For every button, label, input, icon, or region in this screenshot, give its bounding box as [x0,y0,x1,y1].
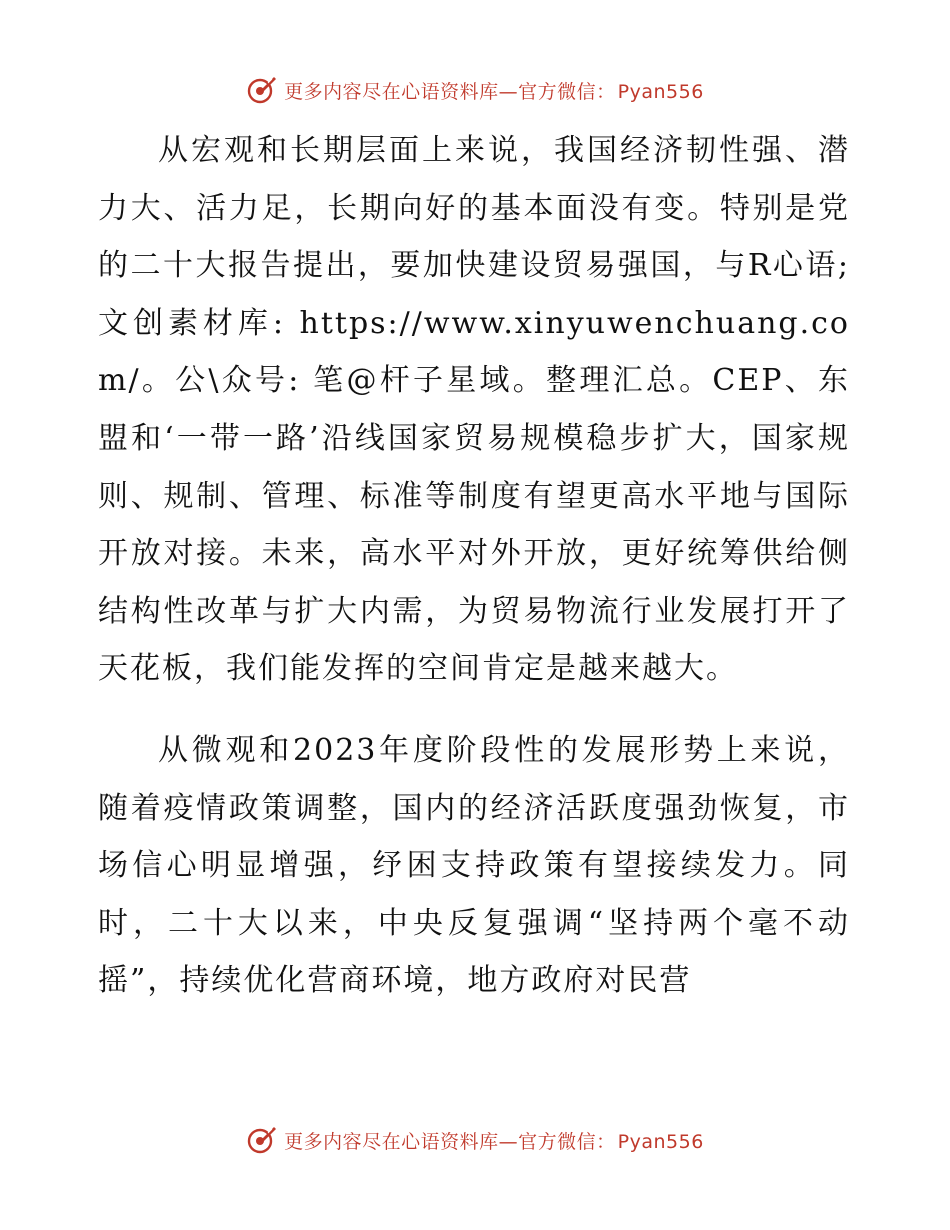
quill-logo-icon [246,74,278,106]
watermark-handle: Pyan556 [617,80,704,103]
watermark-text: 更多内容尽在心语资料库—官方微信： Pyan556 [284,1130,704,1153]
quill-logo-icon [246,1124,278,1156]
header-watermark-banner [0,70,950,110]
document-body [98,122,850,1010]
paragraph: 从微观和2023年度阶段性的发展形势上来说，随着疫情政策调整，国内的经济活跃度强劲恢复，市场信心明显增强，纾困支持政策有望接续发力。同时，二十大以来，中央反复强调“坚持两个毫不动摇”，持续优化营商环境，地方政府对民营 [98,732,850,999]
watermark-handle: Pyan556 [617,1130,704,1153]
footer-watermark-banner [0,1120,950,1160]
paragraph: 从宏观和长期层面上来说，我国经济韧性强、潜力大、活力足，长期向好的基本面没有变。特别是党的二十大报告提出，要加快建设贸易强国，与R心语;文创素材库: https://www.xinyuwenchuang.com/。公\众号: 笔@杆子星域。整理汇总。CEP、东盟和‘一带一路’沿线国家贸易规模稳步扩大，国家规则、规制、管理、标准等制度有望更高水平地与国际开放对接。未来，高水平对外开放，更好统筹供给侧结构性改革与扩大内需，为贸易物流行业发展打开了天花板，我们能发挥的空间肯定是越来越大。 [98,133,850,687]
watermark-text: 更多内容尽在心语资料库—官方微信： Pyan556 [284,80,704,103]
